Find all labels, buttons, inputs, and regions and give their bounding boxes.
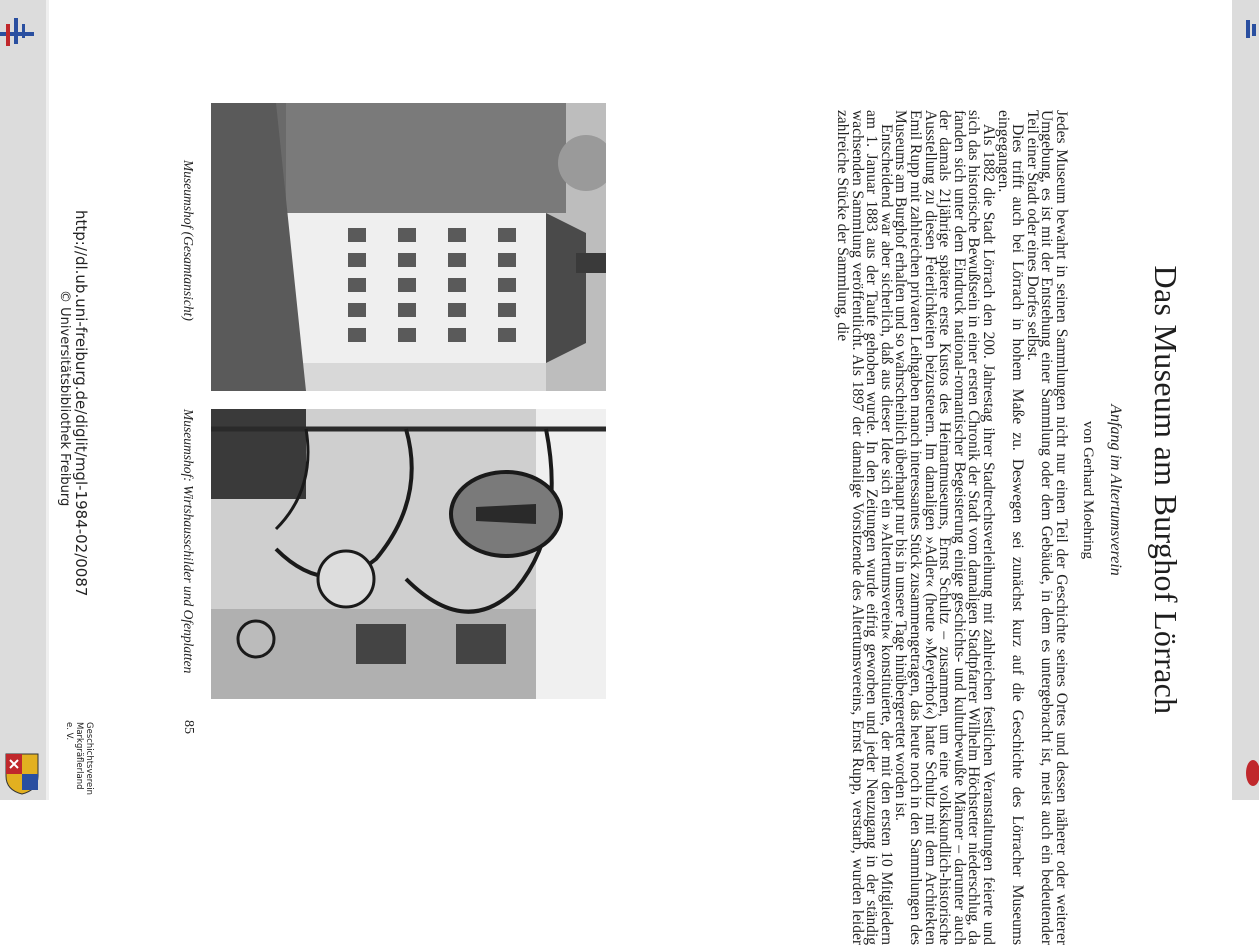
scanned-page	[46, 0, 1232, 945]
coat-of-arms-icon	[4, 752, 40, 796]
photo-museum-courtyard	[211, 103, 606, 391]
paragraph: Jedes Museum bewahrt in seinen Sammlungen nicht nur einen Teil der Geschichte seines Ortes und dessen näherer oder weiterer Umgebung, es ist mit der Entstehung einer Sammlung oder dem Gebäude, in dem es untergebracht ist, meist auch ein bedeutender Teil einer Stadt oder eines Dorfes selbst.	[1023, 110, 1070, 945]
adjacent-page-edge-text	[1227, 290, 1240, 294]
paragraph: Als 1882 die Stadt Lörrach den 200. Jahrestag ihrer Stadtrechtsverleihung mit zahlreichen festlichen Veranstaltungen feierte und sich das historische Bewußtsein in einer ersten Chronik der Stadt vom damaligen Stadtpfarrer Wilhelm Höchstetter niederschlug, da fanden sich unter dem Eindruck national-romantischer Begeisterung einige geschichts- und kulturbewußte Männer – darunter auch der damals 21jährige spätere erste Kustos des Heimatmuseums, Ernst Schultz – zusammen, um eine volkskundlich-historische Ausstellung zu diesen Feierlichkeiten beizusteuern. Im damaligen »Adler« (heute »Meyerhof«) hatte Schultz mit dem Architekten Emil Rupp mit zahlreichen privaten Leihgaben manch interessantes Stück zusammengetragen, das heute noch in den Sammlungen des Museums am Burghof erhalten und so wahrscheinlich überhaupt nur bis in unsere Tage hinübergerettet worden ist.	[892, 110, 998, 945]
caption-photo-1: Museumshof (Gesamtansicht)	[181, 160, 196, 321]
article-subtitle: Anfang im Altertumsverein	[1107, 404, 1124, 576]
paragraph: Dies trifft auch bei Lörrach in hohem Maße zu. Deswegen sei zunächst kurz auf die Geschichte des Lörracher Museums eingegangen.	[994, 110, 1027, 945]
right-gutter	[1232, 0, 1259, 800]
paragraph: Entscheidend war aber sicherlich, daß aus dieser Idee sich ein »Altertumsverein« konstituierte, der mit den ersten 10 Mitgliedern am 1. Januar 1883 aus der Taufe gehoben wurde. In den Zeitungen wurde eifrig geworben und jeder Neuzugang in der ständig wachsenden Sammlung veröffentlicht. Als 1897 der damalige Vorsitzende des Altertumsvereins, Ernst Rupp, verstarb, wurden leider zahlreiche Stücke der Sammlung, die	[834, 110, 895, 945]
copyright-notice: © Universitätsbibliothek Freiburg	[57, 290, 72, 507]
publisher-name: Geschichtsverein	[84, 722, 94, 796]
photo-inn-signs	[211, 409, 606, 699]
caption-photo-2: Museumshof: Wirtshausschilder und Ofenplatten	[181, 409, 196, 674]
crest-icon	[1246, 760, 1259, 786]
logo-icon[interactable]	[0, 14, 34, 46]
article-title: Das Museum am Burghof Lörrach	[1148, 265, 1184, 715]
source-url-link[interactable]: http://dl.ub.uni-freiburg.de/diglit/mgl-1984-02/0087	[72, 210, 90, 597]
page-number: 85	[181, 720, 196, 734]
article-body	[835, 110, 1069, 945]
publisher-name-line-2: Markgräflerland e. V.	[64, 722, 84, 790]
article-author: von Gerhard Moehring	[1080, 420, 1096, 560]
left-gutter	[0, 0, 46, 800]
flag-icon	[1246, 20, 1250, 38]
